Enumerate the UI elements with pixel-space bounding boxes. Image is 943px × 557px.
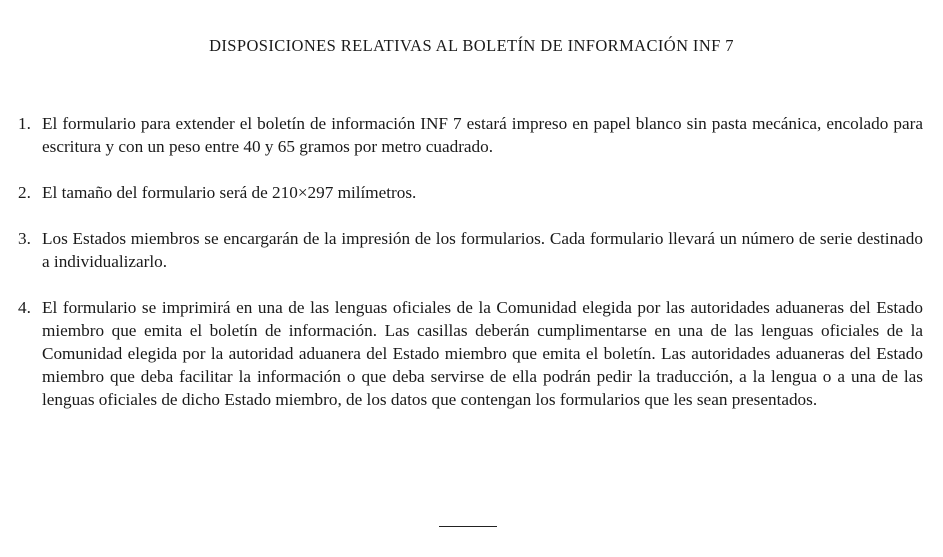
end-divider (439, 526, 497, 527)
item-number: 1. (18, 114, 31, 133)
item-number: 4. (18, 298, 31, 317)
item-number: 2. (18, 183, 31, 202)
item-text: El tamaño del formulario será de 210×297 milímetros. (42, 183, 417, 202)
provisions-list (18, 112, 923, 434)
page-title: DISPOSICIONES RELATIVAS AL BOLETÍN DE INFORMACIÓN INF 7 (209, 36, 734, 55)
list-item (18, 112, 923, 158)
item-number: 3. (18, 229, 31, 248)
list-item (18, 227, 923, 273)
item-text: El formulario para extender el boletín de información INF 7 estará impreso en papel blanco sin pasta mecánica, encolado para escritura y con un peso entre 40 y 65 gramos por metro cuadrado. (42, 114, 923, 156)
item-text: El formulario se imprimirá en una de las lenguas oficiales de la Comunidad elegida por las autoridades aduaneras del Estado miembro que emita el boletín de información. Las casillas deberán cumplimentarse en una de las lenguas oficiales de la Comunidad elegida por la autoridad aduanera del Estado miembro que emita el boletín. Las autoridades aduaneras del Estado miembro que deba facilitar la información o que deba servirse de ella podrán pedir la traducción, a la lengua o a una de las lenguas oficiales de dicho Estado miembro, de los datos que contengan los formularios que les sean presentados. (42, 298, 923, 409)
item-text: Los Estados miembros se encargarán de la impresión de los formularios. Cada formulario llevará un número de serie destinado a individualizarlo. (42, 229, 923, 271)
list-item (18, 296, 923, 411)
list-item (18, 181, 923, 204)
